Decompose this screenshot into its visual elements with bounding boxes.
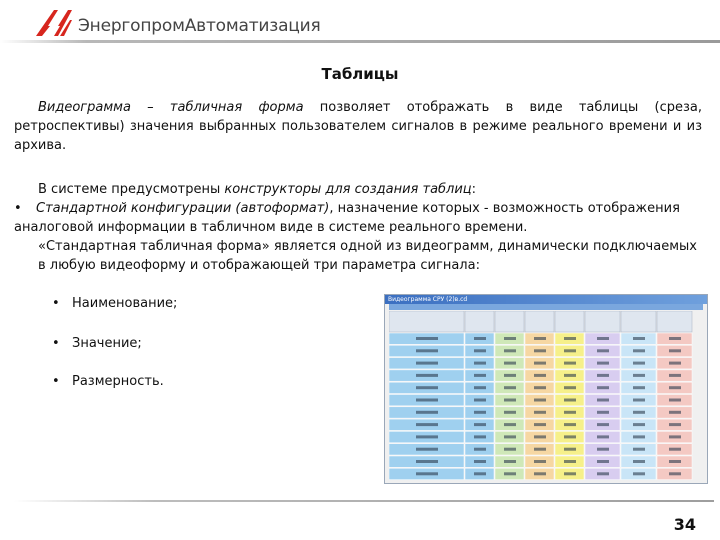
- table-cell-text-blur: [534, 435, 546, 438]
- table-cell-text-blur: [534, 349, 546, 352]
- table-cell-text-blur: [597, 460, 609, 463]
- table-cell-text-blur: [633, 435, 645, 438]
- table-cell-text-blur: [669, 472, 681, 475]
- table-cell-text-blur: [416, 435, 438, 438]
- table-cell-text-blur: [564, 460, 576, 463]
- table-cell-text-blur: [504, 411, 516, 414]
- table-cell-text-blur: [669, 337, 681, 340]
- table-header-cell: [657, 311, 692, 332]
- table-header-cell: [555, 311, 584, 332]
- constructors-line4: «Стандартная табличная форма» является одной из видеограмм, динамически подключаемых: [38, 239, 697, 254]
- table-cell-text-blur: [597, 337, 609, 340]
- table-cell-text-blur: [534, 399, 546, 402]
- table-cell-text-blur: [669, 362, 681, 365]
- table-cell-text-blur: [534, 472, 546, 475]
- table-cell-text-blur: [597, 423, 609, 426]
- table-cell-text-blur: [504, 337, 516, 340]
- paragraph-body: позволяет отображать в виде таблицы (среза, ретроспективы) значения выбранных пользователем сигналов в режиме реального времени и из архива.: [14, 100, 702, 153]
- table-cell-text-blur: [633, 337, 645, 340]
- table-cell-text-blur: [669, 448, 681, 451]
- table-cell-text-blur: [669, 349, 681, 352]
- table-cell-text-blur: [474, 423, 486, 426]
- table-cell-text-blur: [416, 399, 438, 402]
- table-cell-text-blur: [474, 399, 486, 402]
- table-cell-text-blur: [416, 374, 438, 377]
- table-header-cell: [389, 311, 464, 332]
- table-cell-text-blur: [534, 448, 546, 451]
- table-cell-text-blur: [474, 362, 486, 365]
- bullet-icon: •: [52, 296, 60, 311]
- table-cell-text-blur: [564, 349, 576, 352]
- table-cell-text-blur: [633, 460, 645, 463]
- table-cell-text-blur: [416, 448, 438, 451]
- table-cell-text-blur: [504, 374, 516, 377]
- table-cell-text-blur: [564, 374, 576, 377]
- table-cell-text-blur: [534, 460, 546, 463]
- table-cell-text-blur: [474, 472, 486, 475]
- table-caption-bar: [389, 304, 703, 310]
- table-cell-text-blur: [633, 411, 645, 414]
- constructors-bullet: • Стандартной конфигурации (автоформат), назначение которых - возможность отображения: [14, 201, 680, 216]
- table-cell-text-blur: [474, 386, 486, 389]
- table-grid: [389, 311, 705, 481]
- table-cell-text-blur: [633, 386, 645, 389]
- table-cell-text-blur: [416, 386, 438, 389]
- table-cell-text-blur: [504, 362, 516, 365]
- table-cell-text-blur: [534, 362, 546, 365]
- list-item: • Наименование;: [52, 296, 178, 311]
- bullet-icon: •: [52, 336, 60, 351]
- constructors-line3: аналоговой информации в табличном виде в системе реального времени.: [14, 220, 528, 235]
- table-cell-text-blur: [669, 374, 681, 377]
- slide-title: Таблицы: [321, 65, 399, 83]
- table-header-cell: [495, 311, 524, 332]
- table-cell-text-blur: [474, 448, 486, 451]
- table-cell-text-blur: [669, 460, 681, 463]
- table-cell-text-blur: [504, 460, 516, 463]
- table-cell-text-blur: [564, 448, 576, 451]
- table-header-cell: [585, 311, 620, 332]
- table-cell-text-blur: [474, 374, 486, 377]
- bullet-icon: •: [52, 374, 60, 389]
- table-cell-text-blur: [474, 435, 486, 438]
- table-cell-text-blur: [669, 411, 681, 414]
- table-cell-text-blur: [504, 349, 516, 352]
- list-item: • Размерность.: [52, 374, 164, 389]
- table-header-cell: [525, 311, 554, 332]
- table-cell-text-blur: [597, 472, 609, 475]
- table-cell-text-blur: [564, 399, 576, 402]
- table-header-cell: [465, 311, 494, 332]
- paragraph-constructors: [14, 180, 702, 275]
- table-cell-text-blur: [534, 386, 546, 389]
- table-cell-text-blur: [416, 423, 438, 426]
- table-cell-text-blur: [504, 448, 516, 451]
- table-cell-text-blur: [416, 362, 438, 365]
- table-cell-text-blur: [564, 435, 576, 438]
- table-cell-text-blur: [669, 386, 681, 389]
- table-screenshot: [384, 294, 708, 484]
- table-cell-text-blur: [597, 349, 609, 352]
- table-cell-text-blur: [633, 399, 645, 402]
- table-cell-text-blur: [597, 399, 609, 402]
- table-cell-text-blur: [534, 423, 546, 426]
- header-divider: [0, 40, 720, 43]
- table-cell-text-blur: [633, 374, 645, 377]
- table-cell-text-blur: [504, 423, 516, 426]
- table-cell-text-blur: [633, 423, 645, 426]
- table-header-cell: [621, 311, 656, 332]
- table-cell-text-blur: [474, 349, 486, 352]
- table-cell-text-blur: [534, 411, 546, 414]
- table-cell-text-blur: [597, 435, 609, 438]
- table-cell-text-blur: [564, 386, 576, 389]
- table-cell-text-blur: [504, 435, 516, 438]
- table-cell-text-blur: [474, 337, 486, 340]
- table-cell-text-blur: [597, 448, 609, 451]
- company-name: ЭнергопромАвтоматизация: [78, 16, 321, 36]
- table-cell-text-blur: [633, 349, 645, 352]
- table-cell-text-blur: [633, 472, 645, 475]
- constructors-line5: в любую видеоформу и отображающей три параметра сигнала:: [38, 258, 480, 273]
- table-cell-text-blur: [669, 435, 681, 438]
- table-cell-text-blur: [597, 362, 609, 365]
- table-cell-text-blur: [474, 411, 486, 414]
- table-cell-text-blur: [597, 386, 609, 389]
- table-cell-text-blur: [504, 472, 516, 475]
- constructors-intro: В системе предусмотрены конструкторы для создания таблиц:: [38, 182, 477, 197]
- page-number: 34: [673, 515, 696, 534]
- table-cell-text-blur: [564, 337, 576, 340]
- table-cell-text-blur: [633, 448, 645, 451]
- table-cell-text-blur: [564, 411, 576, 414]
- table-cell-text-blur: [416, 472, 438, 475]
- table-cell-text-blur: [633, 362, 645, 365]
- table-cell-text-blur: [597, 411, 609, 414]
- table-cell-text-blur: [669, 399, 681, 402]
- table-cell-text-blur: [534, 337, 546, 340]
- footer-divider: [14, 500, 714, 502]
- table-cell-text-blur: [474, 460, 486, 463]
- paragraph-lead: Видеограмма – табличная форма: [38, 100, 304, 115]
- paragraph-description: [14, 98, 702, 155]
- table-cell-text-blur: [564, 423, 576, 426]
- table-cell-text-blur: [504, 399, 516, 402]
- table-cell-text-blur: [504, 386, 516, 389]
- list-item: • Значение;: [52, 336, 142, 351]
- table-cell-text-blur: [416, 349, 438, 352]
- table-cell-text-blur: [534, 374, 546, 377]
- table-cell-text-blur: [416, 411, 438, 414]
- header: [0, 0, 720, 50]
- table-cell-text-blur: [564, 472, 576, 475]
- table-cell-text-blur: [564, 362, 576, 365]
- table-window-titlebar: Видеограмма СРУ (2)в.cd: [385, 295, 707, 304]
- table-cell-text-blur: [416, 337, 438, 340]
- table-cell-text-blur: [597, 374, 609, 377]
- table-cell-text-blur: [669, 423, 681, 426]
- table-cell-text-blur: [416, 460, 438, 463]
